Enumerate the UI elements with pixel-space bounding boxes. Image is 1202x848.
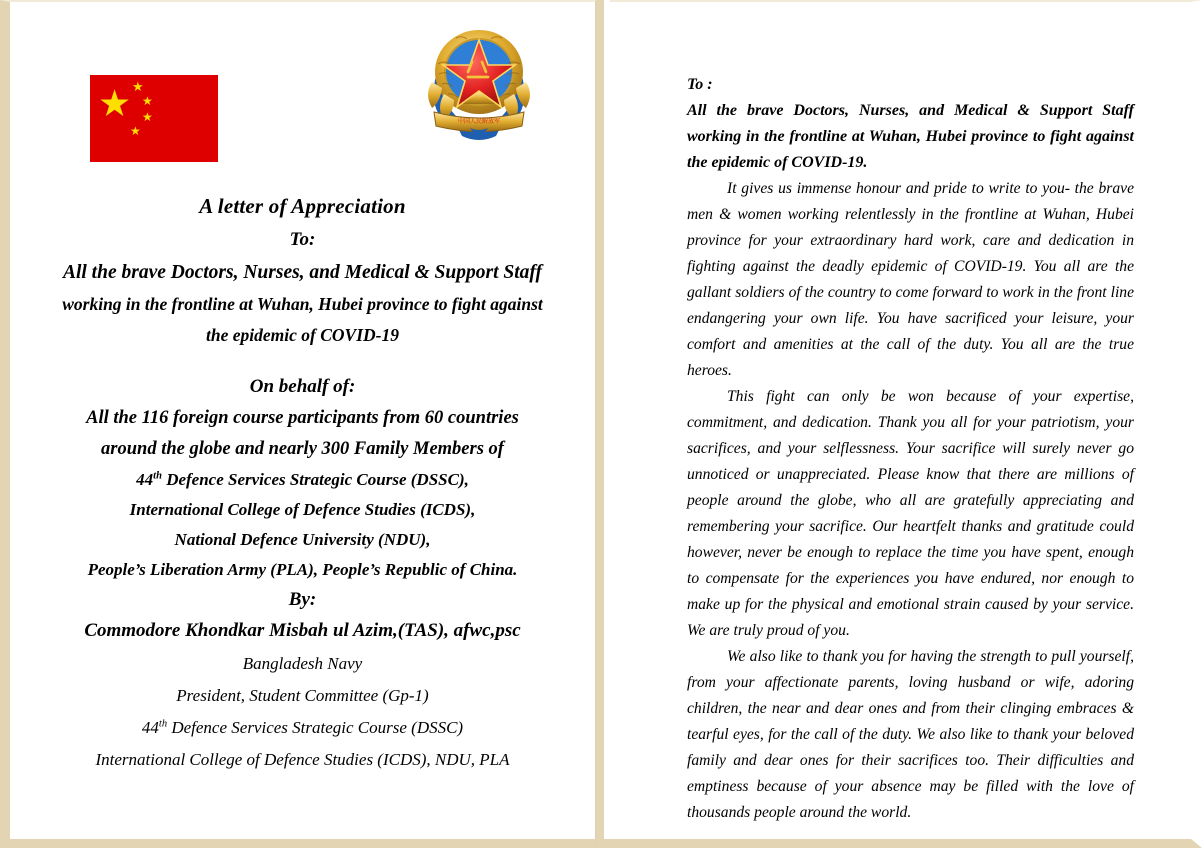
- pla-emblem-icon: [422, 20, 536, 140]
- svg-text:中国人民解放军: 中国人民解放军: [457, 118, 501, 125]
- course-name: Defence Services Strategic Course (DSSC),: [161, 470, 469, 489]
- right-page: [610, 0, 1202, 848]
- signatory-course-number: 44: [141, 718, 159, 737]
- to-label: To:: [289, 229, 316, 250]
- body-paragraph-3: We also like to thank you for having the strength to pull yourself, from your affectionate parents, loving husband or wife, adoring children, the near and dear ones and from their clinging embraces & tearful eyes, for the call of the duty. We also like to thank your beloved family and dear ones for their sacrifices too. Their difficulties and emptiness because of your absence may be filled with the love of thousands people around the world.: [687, 648, 1134, 821]
- by-label: By:: [288, 589, 317, 610]
- section-spacer: [46, 346, 559, 370]
- page-gutter: [596, 0, 610, 848]
- behalf-line-4: International College of Defence Studies (ICDS),: [129, 500, 476, 519]
- flag-star-small-4: ★: [130, 124, 141, 138]
- letter-title: A letter of Appreciation: [199, 194, 406, 218]
- course-number: 44: [136, 470, 154, 489]
- emblem-row: [46, 2, 559, 172]
- flag-star-small-3: ★: [142, 110, 153, 124]
- body-paragraph-1: It gives us immense honour and pride to write to you- the brave men & women working relentlessly in the frontline at Wuhan, Hubei province for your extraordinary hard work, care and dedication in fighting against the deadly epidemic of COVID-19. You all are the gallant soldiers of the country to come forward to work in the front line endangering your own life. You have sacrificed your leisure, your comfort and amenities at the call of the duty. You all are the true heroes.: [687, 180, 1134, 379]
- behalf-line-2: around the globe and nearly 300 Family Members of: [101, 439, 504, 459]
- right-to-label: To :: [687, 76, 713, 93]
- right-heading: All the brave Doctors, Nurses, and Medical & Support Staff working in the frontline at Wuhan, Hubei province to fight against the epidemic of COVID-19.: [687, 102, 1134, 171]
- course-ordinal-suffix: th: [153, 470, 162, 482]
- left-page-content: [10, 2, 595, 839]
- signatory-course-name: Defence Services Strategic Course (DSSC): [167, 718, 464, 737]
- recipient-line-1: All the brave Doctors, Nurses, and Medical & Support Staff: [62, 262, 543, 283]
- flag-star-small-2: ★: [142, 94, 153, 108]
- signatory-service: Bangladesh Navy: [242, 654, 363, 673]
- signatory-name: Commodore Khondkar Misbah ul Azim,(TAS), afwc,psc: [84, 620, 521, 641]
- right-page-content: [610, 2, 1191, 826]
- flag-star-small-1: ★: [132, 80, 144, 95]
- signatory-institution: International College of Defence Studies (ICDS), NDU, PLA: [95, 750, 510, 769]
- signatory-course-ordinal-suffix: th: [158, 718, 168, 730]
- china-flag-icon: [90, 75, 218, 162]
- recipient-line-3: the epidemic of COVID-19: [206, 325, 399, 345]
- signatory-course: [46, 706, 559, 738]
- recipient-line-2: working in the frontline at Wuhan, Hubei province to fight against: [62, 294, 543, 314]
- body-paragraph-2: This fight can only be won because of your expertise, commitment, and dedication. Thank you all for your patriotism, your sacrifices, and your selflessness. Your sacrifice will surely never go unnoticed or unappreciated. Please know that there are millions of people around the globe, who all are gratefully appreciating and remembering your sacrifice. Our heartfelt thanks and gratitude could however, never be enough to replace the time you have spent, enough to compensate for the experiences you have endured, nor enough to make up for the physical and emotional strain caused by your service. We are truly proud of you.: [687, 388, 1134, 639]
- left-page: [0, 0, 596, 848]
- behalf-line-5: National Defence University (NDU),: [174, 530, 431, 549]
- behalf-line-6: People’s Liberation Army (PLA), People’s Republic of China.: [87, 560, 518, 579]
- signatory-role: President, Student Committee (Gp-1): [176, 686, 429, 705]
- on-behalf-label: On behalf of:: [249, 376, 356, 397]
- behalf-line-3: [46, 460, 559, 490]
- flag-star-large: ★: [98, 82, 132, 125]
- behalf-line-1: All the 116 foreign course participants from 60 countries: [86, 408, 519, 428]
